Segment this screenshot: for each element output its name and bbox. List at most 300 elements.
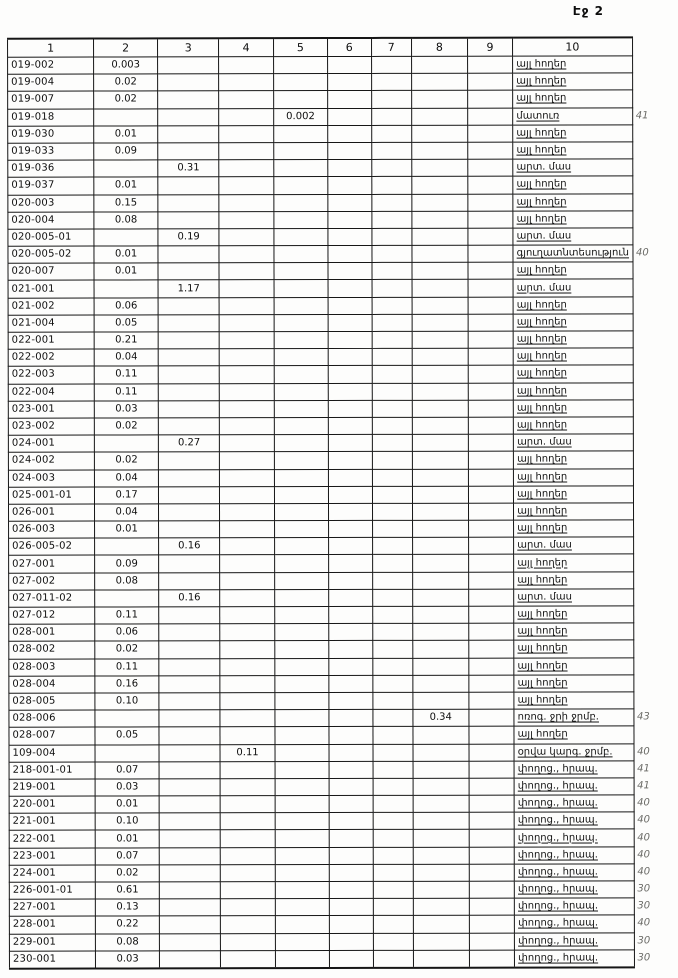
handwritten-margin-note: 41 (637, 763, 650, 775)
value-cell-col3 (158, 57, 219, 74)
value-cell-col7 (371, 91, 411, 108)
value-cell-col4 (220, 624, 274, 641)
value-cell-col6 (328, 331, 372, 348)
table-row (8, 262, 677, 281)
handwritten-margin-note: 30 (637, 900, 651, 912)
land-use-cell: այլ հողեր (513, 365, 632, 382)
value-cell-col7 (372, 503, 412, 520)
parcel-id-cell: 028-002 (9, 641, 95, 658)
land-use-cell: փողոց., հրապ. (514, 829, 633, 846)
handwritten-margin-note: 40 (637, 745, 650, 757)
land-use-cell: այլ հողեր (514, 572, 633, 589)
value-cell-col3 (158, 383, 219, 400)
value-cell-col5 (273, 91, 327, 108)
value-cell-col8 (412, 434, 468, 451)
value-cell-col7 (373, 830, 413, 847)
value-cell-col4: 0.11 (220, 744, 274, 761)
value-cell-col8 (413, 641, 469, 658)
value-cell-col7 (372, 314, 412, 331)
value-cell-col3 (159, 796, 220, 813)
value-cell-col7 (372, 641, 412, 658)
value-cell-col9 (468, 434, 513, 451)
table-row (8, 176, 677, 195)
value-cell-col9 (468, 314, 513, 331)
value-cell-col2: 0.13 (96, 899, 160, 916)
value-cell-col5 (273, 74, 327, 91)
land-use-cell: արտ. մաս (514, 537, 633, 554)
parcel-id-cell: 024-003 (8, 470, 94, 487)
value-cell-col5 (274, 228, 328, 245)
value-cell-col7 (372, 469, 412, 486)
parcel-id-cell: 228-001 (9, 916, 95, 933)
parcel-id-cell: 028-003 (9, 659, 95, 676)
parcel-id-cell: 026-003 (9, 521, 95, 538)
parcel-id-cell: 023-001 (8, 401, 94, 418)
value-cell-col6 (328, 246, 372, 263)
value-cell-col9 (468, 469, 513, 486)
value-cell-col5 (275, 796, 329, 813)
table-row (9, 898, 678, 917)
parcel-id-cell: 028-005 (9, 693, 95, 710)
header-row (8, 37, 677, 57)
table-row (8, 193, 677, 212)
value-cell-col9 (469, 847, 514, 864)
table-row (8, 434, 677, 453)
value-cell-col9 (469, 641, 514, 658)
value-cell-col3 (159, 555, 220, 572)
value-cell-col9 (469, 950, 514, 968)
land-use-cell: այլ հողեր (513, 125, 632, 142)
value-cell-col7 (373, 950, 413, 968)
handwritten-margin-note: 30 (637, 883, 651, 895)
value-cell-col9 (469, 812, 514, 829)
land-use-cell: այլ հողեր (514, 623, 633, 640)
parcel-id-cell: 026-001 (9, 504, 95, 521)
table-row (9, 692, 678, 711)
handwritten-margin-note (633, 503, 677, 520)
value-cell-col9 (468, 142, 513, 159)
land-use-cell: այլ հողեր (514, 520, 633, 537)
value-cell-col3 (159, 486, 220, 503)
value-cell-col9 (469, 675, 514, 692)
value-cell-col2: 0.21 (94, 332, 158, 349)
value-cell-col6 (329, 658, 373, 675)
handwritten-margin-note: 41 (637, 780, 650, 792)
value-cell-col7 (372, 589, 412, 606)
land-use-cell: ոռոգ. ջրի ջրմբ. (514, 709, 633, 726)
value-cell-col9 (469, 898, 514, 915)
value-cell-col6 (329, 950, 373, 968)
value-cell-col6 (328, 366, 372, 383)
land-use-cell: փողոց., հրապ. (514, 761, 633, 778)
value-cell-col4 (221, 916, 275, 933)
value-cell-col2: 0.003 (94, 57, 158, 74)
table-row (8, 468, 677, 487)
value-cell-col8 (412, 486, 468, 503)
value-cell-col6 (328, 177, 372, 194)
value-cell-col4 (220, 779, 274, 796)
value-cell-col9 (468, 537, 513, 554)
value-cell-col3 (159, 624, 220, 641)
value-cell-col6 (328, 74, 372, 91)
value-cell-col8 (412, 503, 468, 520)
value-cell-col7 (373, 744, 413, 761)
value-cell-col2: 0.11 (94, 383, 158, 400)
value-cell-col9 (469, 830, 514, 847)
table-row (9, 503, 678, 522)
table-row (9, 829, 678, 848)
col-header-9: 9 (467, 38, 512, 57)
value-cell-col9 (468, 572, 513, 589)
land-use-cell: այլ հողեր (513, 400, 632, 417)
value-cell-col5 (274, 572, 328, 589)
value-cell-col7 (373, 778, 413, 795)
value-cell-col5 (275, 864, 329, 881)
value-cell-col6 (329, 847, 373, 864)
col-header-6: 6 (327, 38, 371, 57)
parcel-id-cell: 027-002 (9, 573, 95, 590)
land-use-cell: արտ. մաս (513, 228, 632, 245)
parcel-table (7, 36, 678, 969)
parcel-id-cell: 021-002 (8, 298, 94, 315)
value-cell-col6 (328, 469, 372, 486)
value-cell-col3 (158, 418, 219, 435)
value-cell-col2: 0.07 (95, 762, 159, 779)
value-cell-col5 (274, 297, 328, 314)
value-cell-col3 (159, 779, 220, 796)
value-cell-col6 (329, 778, 373, 795)
value-cell-col8 (413, 847, 469, 864)
value-cell-col8 (412, 245, 468, 262)
parcel-id-cell: 019-018 (8, 109, 94, 126)
handwritten-margin-note: 40 (637, 797, 650, 809)
value-cell-col2: 0.05 (95, 727, 159, 744)
table-row (8, 331, 677, 350)
value-cell-col9 (468, 417, 513, 434)
value-cell-col4 (219, 246, 273, 263)
value-cell-col6 (329, 899, 373, 916)
value-cell-col7 (372, 417, 412, 434)
value-cell-col2: 0.06 (94, 298, 158, 315)
value-cell-col3 (159, 607, 220, 624)
value-cell-col7 (372, 538, 412, 555)
parcel-id-cell: 218-001-01 (9, 762, 95, 779)
value-cell-col5 (274, 349, 328, 366)
value-cell-col7 (372, 624, 412, 641)
land-use-cell: փողոց., հրապ. (514, 864, 633, 881)
land-use-cell: արտ. մաս (513, 159, 632, 176)
value-cell-col7 (373, 709, 413, 726)
value-cell-col4 (219, 229, 273, 246)
land-use-cell: այլ հողեր (513, 262, 632, 279)
handwritten-margin-note (633, 400, 677, 417)
value-cell-col2: 0.05 (94, 315, 158, 332)
value-cell-col9 (468, 589, 513, 606)
value-cell-col3 (158, 401, 219, 418)
land-use-cell: արտ. մաս (513, 279, 632, 296)
value-cell-col6 (328, 521, 372, 538)
value-cell-col7 (373, 795, 413, 812)
value-cell-col4 (220, 710, 274, 727)
handwritten-margin-note (633, 675, 677, 692)
value-cell-col5 (275, 899, 329, 916)
value-cell-col3 (159, 693, 220, 710)
value-cell-col4 (219, 280, 273, 297)
value-cell-col8 (412, 623, 468, 640)
value-cell-col5 (275, 710, 329, 727)
table-row (9, 640, 678, 659)
parcel-id-cell: 019-030 (8, 126, 94, 143)
value-cell-col5 (275, 692, 329, 709)
value-cell-col7 (372, 658, 412, 675)
value-cell-col5 (274, 503, 328, 520)
value-cell-col9 (468, 520, 513, 537)
handwritten-margin-note (633, 279, 677, 296)
value-cell-col6 (329, 641, 373, 658)
handwritten-margin-note (633, 296, 677, 313)
value-cell-col5 (274, 263, 328, 280)
handwritten-margin-note (633, 314, 677, 331)
value-cell-col2 (94, 108, 158, 125)
value-cell-col2 (95, 744, 159, 761)
value-cell-col8 (412, 331, 468, 348)
handwritten-margin-note (634, 726, 678, 743)
value-cell-col7 (373, 813, 413, 830)
value-cell-col6 (329, 555, 373, 572)
land-use-cell: այլ հողեր (514, 417, 633, 434)
value-cell-col3 (158, 452, 219, 469)
value-cell-col2: 0.02 (95, 641, 159, 658)
value-cell-col5 (275, 744, 329, 761)
value-cell-col3 (158, 332, 219, 349)
value-cell-col5 (275, 830, 329, 847)
value-cell-col6 (328, 56, 372, 73)
value-cell-col5 (273, 142, 327, 159)
parcel-id-cell: 226-001-01 (9, 882, 95, 899)
parcel-id-cell: 021-004 (8, 315, 94, 332)
value-cell-col6 (329, 881, 373, 898)
handwritten-margin-note (632, 193, 676, 210)
parcel-id-cell: 019-037 (8, 177, 94, 194)
table-row (8, 279, 677, 298)
value-cell-col3 (158, 469, 219, 486)
value-cell-col4 (220, 555, 274, 572)
value-cell-col5 (274, 435, 328, 452)
value-cell-col2: 0.08 (95, 573, 159, 590)
value-cell-col3 (159, 676, 220, 693)
value-cell-col7 (372, 675, 412, 692)
value-cell-col4 (221, 864, 275, 881)
handwritten-margin-note (632, 73, 676, 90)
value-cell-col8 (411, 108, 467, 125)
value-cell-col4 (219, 160, 273, 177)
value-cell-col6 (329, 692, 373, 709)
value-cell-col2 (95, 538, 159, 555)
value-cell-col7 (373, 916, 413, 933)
table-row (9, 537, 678, 556)
value-cell-col4 (220, 693, 274, 710)
land-use-cell: այլ հողեր (513, 142, 632, 159)
land-use-cell: օրվա կարգ. ջրմբ. (514, 743, 633, 760)
value-cell-col9 (468, 366, 513, 383)
value-cell-col5 (274, 246, 328, 263)
value-cell-col7 (372, 606, 412, 623)
value-cell-col6 (329, 813, 373, 830)
value-cell-col9 (467, 108, 512, 125)
value-cell-col4 (220, 607, 274, 624)
value-cell-col5 (274, 469, 328, 486)
value-cell-col4 (219, 263, 273, 280)
value-cell-col9 (468, 331, 513, 348)
land-use-cell: փողոց., հրապ. (514, 795, 633, 812)
value-cell-col4 (221, 847, 275, 864)
value-cell-col6 (328, 452, 372, 469)
col-header-7: 7 (371, 38, 411, 57)
value-cell-col2: 0.01 (95, 521, 159, 538)
land-use-cell: փողոց., հրապ. (515, 915, 634, 932)
value-cell-col8 (412, 366, 468, 383)
table-container (7, 36, 678, 969)
table-row (9, 760, 678, 779)
value-cell-col2: 0.15 (94, 194, 158, 211)
value-cell-col4 (220, 366, 274, 383)
value-cell-col2: 0.02 (94, 74, 158, 91)
value-cell-col3 (158, 74, 219, 91)
parcel-id-cell: 028-001 (9, 624, 95, 641)
land-use-cell: փողոց., հրապ. (514, 778, 633, 795)
table-row (9, 932, 678, 951)
value-cell-col9 (468, 176, 513, 193)
value-cell-col2: 0.22 (96, 916, 160, 933)
value-cell-col8 (413, 778, 469, 795)
value-cell-col3 (158, 349, 219, 366)
land-use-cell: այլ հողեր (514, 554, 633, 571)
table-row (8, 417, 677, 436)
handwritten-margin-note (633, 571, 677, 588)
value-cell-col3: 0.31 (158, 160, 219, 177)
value-cell-col6 (328, 263, 372, 280)
value-cell-col7 (372, 228, 412, 245)
table-row (9, 657, 678, 676)
value-cell-col8 (411, 73, 467, 90)
value-cell-col5 (275, 882, 329, 899)
land-use-cell: այլ հողեր (514, 692, 633, 709)
table-row (8, 296, 677, 315)
value-cell-col2 (94, 160, 158, 177)
value-cell-col8 (413, 795, 469, 812)
value-cell-col4 (220, 486, 274, 503)
parcel-id-cell: 022-002 (8, 349, 94, 366)
parcel-id-cell: 019-007 (8, 91, 94, 108)
value-cell-col2: 0.17 (95, 487, 159, 504)
handwritten-margin-note (632, 90, 676, 107)
value-cell-col2: 0.09 (94, 143, 158, 160)
value-cell-col5 (273, 125, 327, 142)
value-cell-col2: 0.02 (94, 91, 158, 108)
value-cell-col6 (329, 589, 373, 606)
land-use-cell: այլ հողեր (513, 211, 632, 228)
value-cell-col6 (328, 297, 372, 314)
value-cell-col4 (221, 933, 275, 950)
value-cell-col9 (468, 503, 513, 520)
value-cell-col8 (412, 177, 468, 194)
value-cell-col5 (274, 555, 328, 572)
col-header-4: 4 (219, 38, 273, 57)
value-cell-col9 (469, 726, 514, 743)
value-cell-col4 (220, 796, 274, 813)
parcel-id-cell: 109-004 (9, 745, 95, 762)
value-cell-col7 (372, 349, 412, 366)
parcel-id-cell: 019-036 (8, 160, 94, 177)
handwritten-margin-note (633, 657, 677, 674)
value-cell-col5 (274, 658, 328, 675)
value-cell-col2: 0.04 (94, 349, 158, 366)
value-cell-col5 (274, 332, 328, 349)
value-cell-col6 (328, 280, 372, 297)
value-cell-col2: 0.01 (94, 263, 158, 280)
col-header-1: 1 (8, 39, 94, 58)
value-cell-col4 (220, 349, 274, 366)
handwritten-margin-note (633, 640, 677, 657)
handwritten-margin-note: 40 (637, 831, 650, 843)
value-cell-col9 (469, 658, 514, 675)
land-use-cell: գյուղատնտեսություն (513, 245, 632, 262)
value-cell-col9 (468, 211, 513, 228)
land-use-cell: արտ. մաս (514, 434, 633, 451)
table-row (9, 589, 678, 608)
land-use-cell: փողոց., հրապ. (514, 881, 633, 898)
value-cell-col4 (220, 641, 274, 658)
table-row (9, 846, 678, 865)
table-row (8, 348, 677, 367)
value-cell-col9 (468, 486, 513, 503)
col-header-10: 10 (513, 37, 632, 56)
value-cell-col3 (158, 366, 219, 383)
land-use-cell: փողոց., հրապ. (515, 950, 634, 968)
value-cell-col4 (220, 538, 274, 555)
value-cell-col5 (274, 589, 328, 606)
handwritten-margin-note (633, 468, 677, 485)
value-cell-col8 (412, 297, 468, 314)
land-use-cell: այլ հողեր (514, 486, 633, 503)
land-use-cell: այլ հողեր (514, 657, 633, 674)
value-cell-col2: 0.07 (95, 848, 159, 865)
value-cell-col6 (329, 572, 373, 589)
parcel-id-cell: 027-011-02 (9, 590, 95, 607)
parcel-id-cell: 019-004 (8, 74, 94, 91)
table-row (8, 400, 677, 419)
value-cell-col6 (328, 314, 372, 331)
value-cell-col8 (411, 125, 467, 142)
parcel-id-cell: 021-001 (8, 280, 94, 297)
table-row (8, 73, 677, 92)
land-use-cell: այլ հողեր (514, 451, 633, 468)
value-cell-col6 (328, 228, 372, 245)
table-row (9, 881, 678, 900)
value-cell-col3 (159, 727, 220, 744)
land-use-cell: այլ հողեր (514, 726, 633, 743)
value-cell-col6 (328, 383, 372, 400)
handwritten-margin-note (633, 365, 677, 382)
land-use-cell: փողոց., հրապ. (514, 812, 633, 829)
parcel-id-cell: 020-003 (8, 195, 94, 212)
handwritten-margin-note: 40 (637, 917, 651, 929)
land-use-cell: այլ հողեր (513, 193, 632, 210)
land-use-cell: այլ հողեր (513, 297, 632, 314)
value-cell-col3 (159, 641, 220, 658)
value-cell-col2: 0.04 (95, 469, 159, 486)
value-cell-col6 (328, 211, 372, 228)
